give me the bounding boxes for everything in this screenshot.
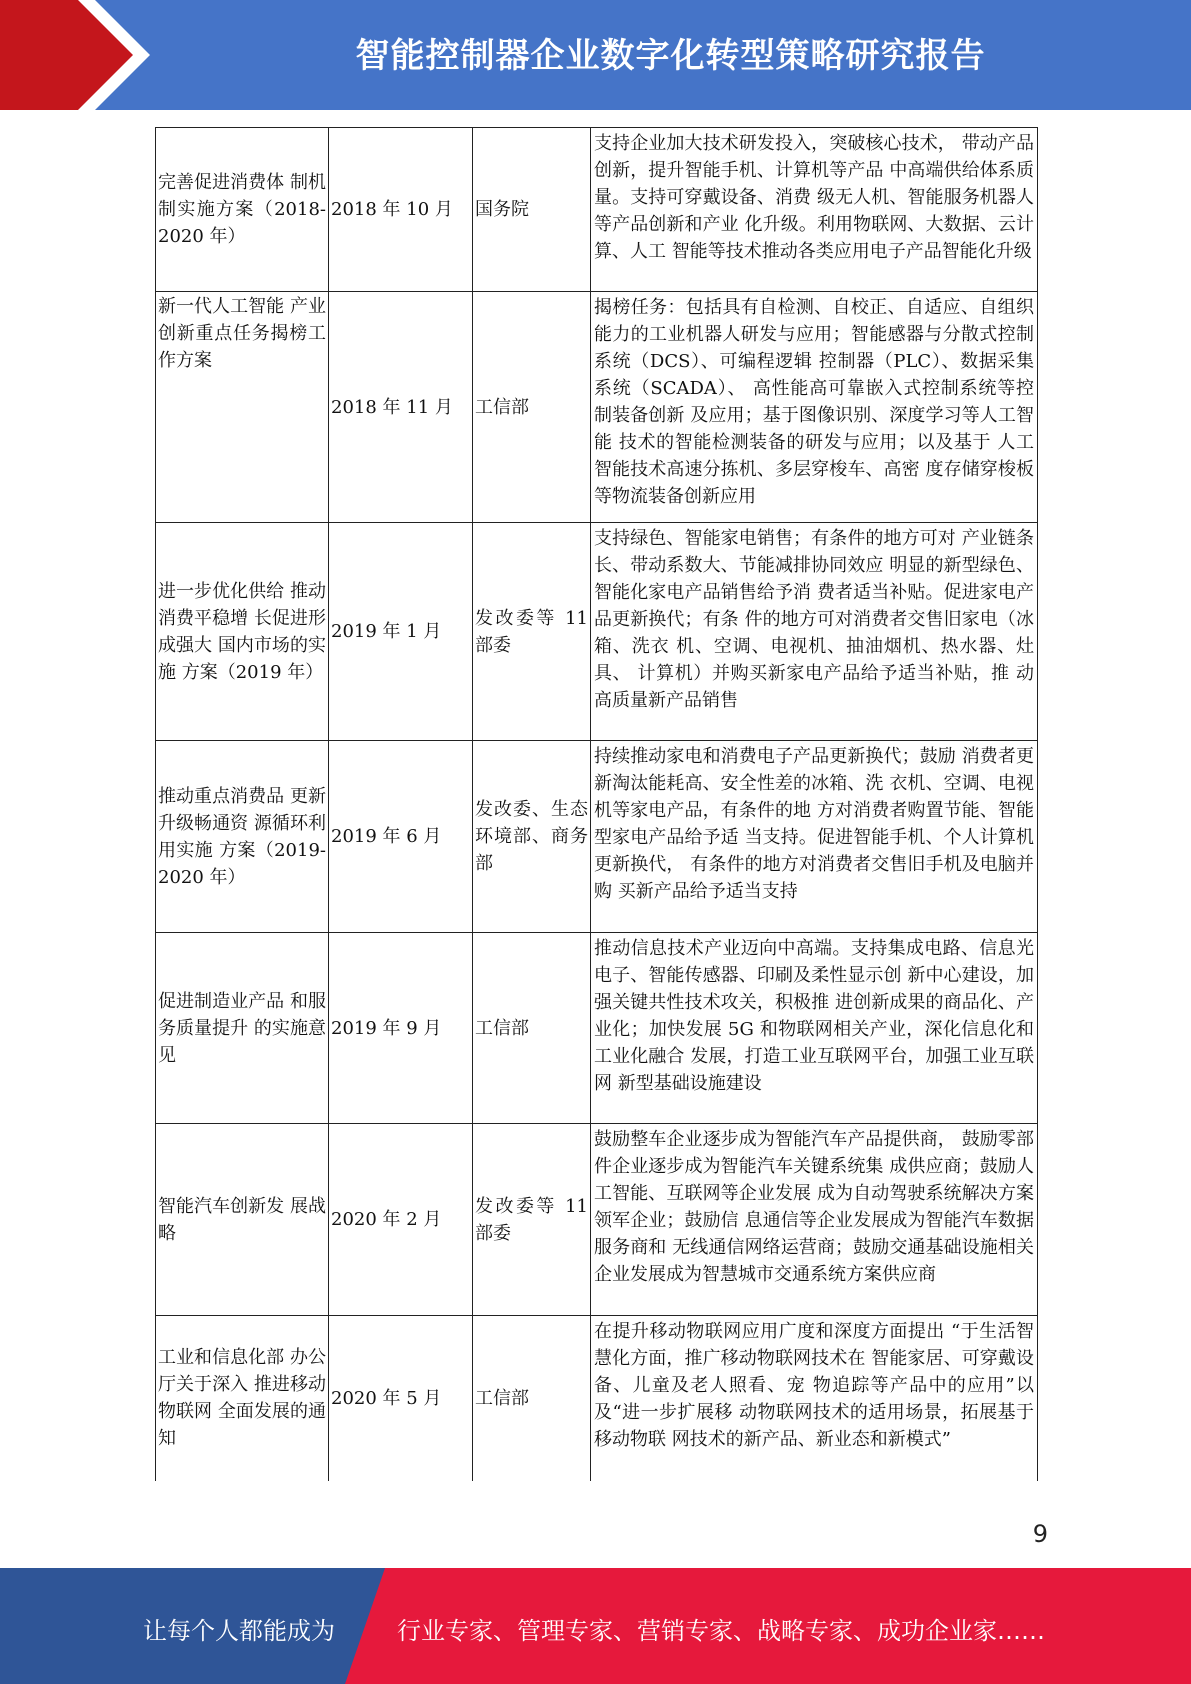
- page-footer: [0, 1568, 1191, 1684]
- policy-department: 工信部: [473, 933, 591, 1124]
- table-row: [156, 1316, 1038, 1481]
- policy-department: 发改委等 11 部委: [473, 1124, 591, 1316]
- page-number: 9: [1032, 1520, 1048, 1548]
- policy-description: 在提升移动物联网应用广度和深度方面提出 “于生活智慧化方面，推广移动物联网技术在 智能家居、可穿戴设备、儿童及老人照看、宠 物追踪等产品中的应用”以及“进一步扩展移 动物联网技术的适用场景，拓展基于移动物联 网技术的新产品、新业态和新模式”: [591, 1316, 1038, 1481]
- policy-name: 推动重点消费品 更新升级畅通资 源循环利用实施 方案（2019-2020 年）: [156, 741, 329, 933]
- policy-date: 2020 年 2 月: [329, 1124, 473, 1316]
- policy-date: 2020 年 5 月: [329, 1316, 473, 1481]
- policy-description: 支持企业加大技术研发投入，突破核心技术， 带动产品创新，提升智能手机、计算机等产品 中高端供给体系质量。支持可穿戴设备、消费 级无人机、智能服务机器人等产品创新和产业 化升级。利用物联网、大数据、云计算、人工 智能等技术推动各类应用电子产品智能化升级: [591, 128, 1038, 292]
- policy-name: 完善促进消费体 制机制实施方案（2018-2020 年）: [156, 128, 329, 292]
- report-title: 智能控制器企业数字化转型策略研究报告: [355, 36, 986, 76]
- policy-department: 工信部: [473, 292, 591, 523]
- policy-name: 工业和信息化部 办公厅关于深入 推进移动物联网 全面发展的通知: [156, 1316, 329, 1481]
- page-header: [0, 0, 1191, 110]
- policy-date: 2019 年 9 月: [329, 933, 473, 1124]
- policy-description: 支持绿色、智能家电销售；有条件的地方可对 产业链条长、带动系数大、节能减排协同效应 明显的新型绿色、智能化家电产品销售给予消 费者适当补贴。促进家电产品更新换代；有条 件的地方可对消费者交售旧家电（冰箱、洗衣 机、空调、电视机、抽油烟机、热水器、灶具、 计算机）并购买新家电产品给予适当补贴，推 动高质量新产品销售: [591, 523, 1038, 741]
- policy-department: 发改委等 11 部委: [473, 523, 591, 741]
- policy-name: 促进制造业产品 和服务质量提升 的实施意见: [156, 933, 329, 1124]
- policy-table: [155, 127, 1038, 1481]
- policy-department: 国务院: [473, 128, 591, 292]
- policy-date: 2019 年 6 月: [329, 741, 473, 933]
- table-row: [156, 292, 1038, 523]
- table-row: [156, 933, 1038, 1124]
- policy-name: 新一代人工智能 产业创新重点任务揭榜工作方案: [156, 292, 329, 523]
- policy-name: 智能汽车创新发 展战略: [156, 1124, 329, 1316]
- policy-date: 2019 年 1 月: [329, 523, 473, 741]
- footer-slogan-left: 让每个人都能成为: [143, 1617, 335, 1645]
- policy-description-text: 揭榜任务：包括具有自检测、自校正、自适应、自组织能力的工业机器人研发与应用；智能感器与分散式控制系统（DCS）、可编程逻辑 控制器（PLC）、数据采集系统（SCADA）、 高性能高可靠嵌入式控制系统等控制装备创新 及应用；基于图像识别、深度学习等人工智能 技术的智能检测装备的研发与应用；以及基于 人工智能技术高速分拣机、多层穿梭车、高密 度存储穿梭板等物流装备创新应用: [594, 297, 1034, 507]
- policy-name: 进一步优化供给 推动消费平稳增 长促进形成强大 国内市场的实施 方案（2019 年）: [156, 523, 329, 741]
- table-row: [156, 523, 1038, 741]
- footer-slogan-right: 行业专家、管理专家、营销专家、战略专家、成功企业家……: [397, 1617, 1045, 1645]
- policy-description: 鼓励整车企业逐步成为智能汽车产品提供商， 鼓励零部件企业逐步成为智能汽车关键系统集 成供应商；鼓励人工智能、互联网等企业发展 成为自动驾驶系统解决方案领军企业；鼓励信 息通信等企业发展成为智能汽车数据服务商和 无线通信网络运营商；鼓励交通基础设施相关 企业发展成为智慧城市交通系统方案供应商: [591, 1124, 1038, 1316]
- policy-date: 2018 年 11 月: [329, 292, 473, 523]
- table-row: [156, 1124, 1038, 1316]
- table-row: [156, 741, 1038, 933]
- policy-date: 2018 年 10 月: [329, 128, 473, 292]
- policy-department: 工信部: [473, 1316, 591, 1481]
- policy-description: 持续推动家电和消费电子产品更新换代；鼓励 消费者更新淘汰能耗高、安全性差的冰箱、洗 衣机、空调、电视机等家电产品，有条件的地 方对消费者购置节能、智能型家电产品给予适 当支持。促进智能手机、个人计算机更新换代， 有条件的地方对消费者交售旧手机及电脑并购 买新产品给予适当支持: [591, 741, 1038, 933]
- policy-description: 推动信息技术产业迈向中高端。支持集成电路、信息光电子、智能传感器、印刷及柔性显示创 新中心建设，加强关键共性技术攻关，积极推 进创新成果的商品化、产业化；加快发展 5G 和物联网相关产业，深化信息化和工业化融合 发展，打造工业互联网平台，加强工业互联网 新型基础设施建设: [591, 933, 1038, 1124]
- table-row: [156, 128, 1038, 292]
- policy-description: [591, 292, 1038, 523]
- policy-department: 发改委、生态环境部、商务部: [473, 741, 591, 933]
